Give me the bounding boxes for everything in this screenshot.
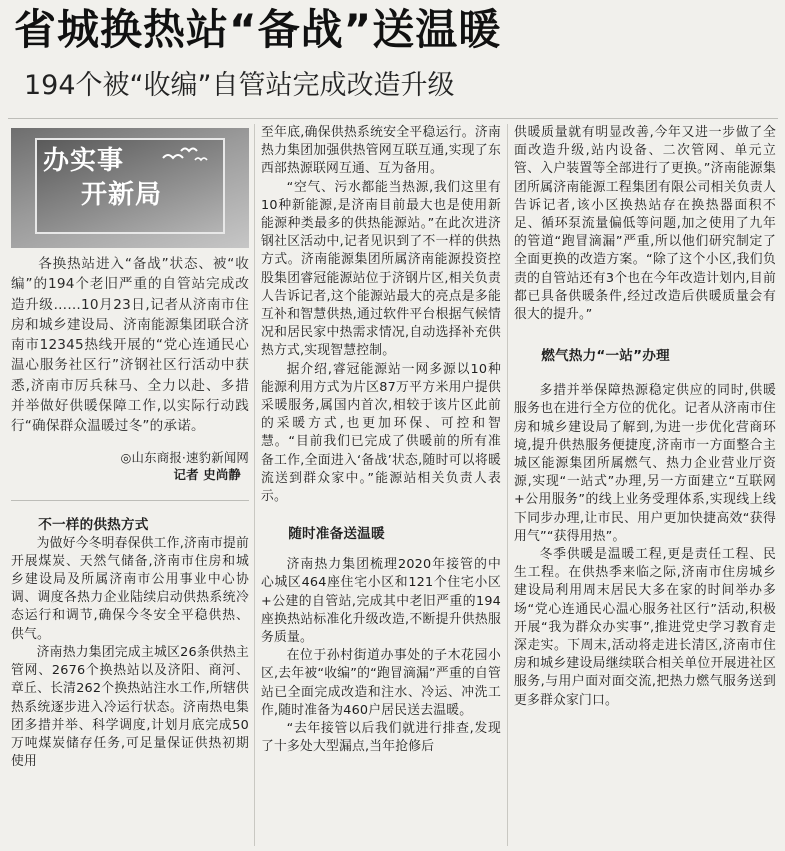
banner-image xyxy=(11,128,249,248)
section-title-one-stop: 燃气热力“一站”办理 xyxy=(541,348,670,365)
column-divider xyxy=(254,124,255,846)
column-2 xyxy=(261,124,501,757)
column-3 xyxy=(514,124,776,710)
body-paragraph: 供暖质量就有明显改善,今年又进一步做了全面改造升级,站内设备、二次管网、单元立管、入户装置等全部进行了更换。”济南能源集团所属济南能源工程集团有限公司相关负责人告诉记者,该小区换热站存在换热器面积不足、循环泵流量偏低等问题,加之使用了九年的管道“跑冒滴漏”严重,所以他们研究制定了全面更换的改造方案。“除了这个小区,我们负责的自管站还有3个也在今年改造计划内,目前都已具备供暖条件,经过改造后供暖质量会有很大的提升。” xyxy=(514,125,776,323)
body-paragraph: “空气、污水都能当热源,我们这里有10种新能源,是济南目前最大也是使用新能源种类最多的供热能源站。”在此次进济钢社区活动中,记者见识到了不一样的供热方式。济南能源集团所属济南能源投资控股集团睿冠能源站位于济钢片区,相关负责人告诉记者,这个能源站最大的亮点是多能互补和智慧供热,通过软件平台根据气候情况和居民家中热需求情况,自动选择补充供热方式,实现智慧控制。 xyxy=(261,179,501,359)
body-paragraph: 据介绍,睿冠能源站一网多源以10种能源利用方式为片区87万平方米用户提供采暖服务,属国内首次,相较于该片区此前的采暖方式,也更加环保、可控和智慧。“目前我们已完成了供暖前的所有准备工作,全面进入‘备战’状态,随时可以将暖流送到群众家中。”能源站相关负责人表示。 xyxy=(261,361,501,505)
body-paragraph: 至年底,确保供热系统安全平稳运行。济南热力集团加强供热管网互联互通,实现了东西部热源联网互通、互为备用。 xyxy=(261,125,501,177)
section-title-different-heating: 不一样的供热方式 xyxy=(38,516,149,533)
section-title-ready-warmth: 随时准备送温暖 xyxy=(288,526,385,543)
top-rule xyxy=(8,118,778,119)
body-paragraph: 多措并举保障热源稳定供应的同时,供暖服务也在进行全方位的优化。记者从济南市住房和城乡建设局了解到,为进一步优化营商环境,提升供热服务便捷度,济南市一方面整合主城区能源集团所属燃气、热力企业营业厅资源,实现“一站式”办理,另一方面建立“互联网+公用服务”的线上业务受理体系,实现线上线下同步办理,让市民、用户更加快捷高效“获得用气”“获得用热”。 xyxy=(514,383,776,544)
body-paragraph: 为做好今冬明春保供工作,济南市提前开展煤炭、天然气储备,济南市住房和城乡建设局及所属济南市公用事业中心协调、调度各热力企业陆续启动供热系统冷态运行和调节,确保今冬安全平稳供热、供气。 xyxy=(11,535,249,642)
author-credit: 记者 史尚静 xyxy=(173,467,241,483)
subheadline: 194个被“收编”自管站完成改造升级 xyxy=(24,70,455,101)
banner-text-line1: 办实事 xyxy=(43,146,125,176)
column-divider xyxy=(507,124,508,846)
lead-paragraph: 各换热站进入“备战”状态、被“收编”的194个老旧严重的自管站完成改造升级……10月23日,记者从济南市住房和城乡建设局、济南能源集团联合济南市12345热线开展的“党心连通民心温心服务社区行”济钢社区行活动中获悉,济南市厉兵秣马、全力以赴、多措并举做好供暖保障工作,以实际行动践行“确保群众温暖过冬”的承诺。 xyxy=(11,256,249,435)
body-paragraph: 济南热力集团梳理2020年接管的中心城区464座住宅小区和121个住宅小区+公建的自管站,完成其中老旧严重的194座换热站标准化升级改造,不断提升供热服务质量。 xyxy=(261,557,501,646)
banner-text-line2: 开新局 xyxy=(81,180,163,210)
body-paragraph: 济南热力集团完成主城区26条供热主管网、2676个换热站以及济阳、商河、章丘、长清262个换热站注水工作,所辖供热系统逐步进入冷运行状态。济南热电集团多措并举、科学调度,计划月底完成50万吨煤炭储存任务,可足量保证供热初期使用 xyxy=(11,644,249,770)
source-credit: ◎山东商报·速豹新闻网 xyxy=(120,449,249,465)
column-1 xyxy=(11,124,249,771)
body-paragraph: 冬季供暖是温暖工程,更是责任工程、民生工程。在供热季来临之际,济南市住房城乡建设局利用周末居民大多在家的时间举办多场“党心连通民心温心服务社区行”活动,积极开展“我为群众办实事”,推进党史学习教育走深走实。下周末,活动将走进长清区,济南市住房和城乡建设局继续联合相关单位开展进社区服务,与用户面对面交流,把热力燃气服务送到更多群众家门口。 xyxy=(514,547,776,708)
byline xyxy=(11,449,249,484)
body-paragraph: “去年接管以后我们就进行排查,发现了十多处大型漏点,当年抢修后 xyxy=(261,721,501,755)
section-rule xyxy=(11,500,249,501)
birds-icon xyxy=(161,144,209,166)
body-paragraph: 在位于孙村街道办事处的子木花园小区,去年被“收编”的“跑冒滴漏”严重的自管站已全面完成改造和注水、冷运、冲洗工作,随时准备为460户居民送去温暖。 xyxy=(261,648,501,718)
headline: 省城换热站“备战”送温暖 xyxy=(14,5,502,54)
